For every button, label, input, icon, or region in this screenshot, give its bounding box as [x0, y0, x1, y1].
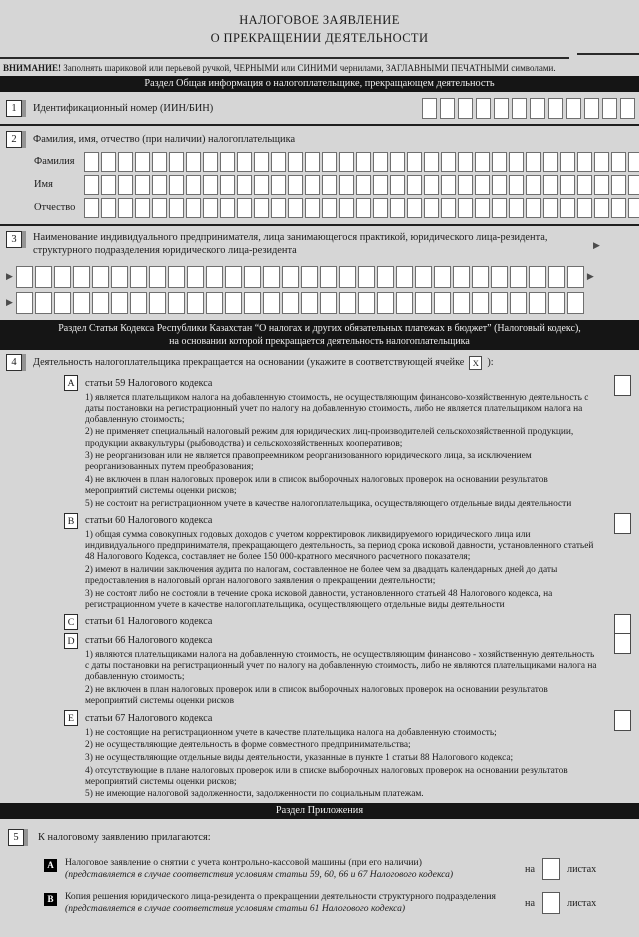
entry-cell[interactable] — [577, 152, 592, 172]
entry-cell[interactable] — [220, 175, 235, 195]
entry-cell[interactable] — [611, 152, 626, 172]
attachment-b-row — [0, 886, 639, 920]
entry-cell[interactable] — [135, 175, 150, 195]
entry-cell[interactable] — [567, 266, 584, 288]
attachment-b-sheets — [525, 892, 596, 914]
option-point: 1) является плательщиком налога на добавленную стоимость, не осуществляющим финансово-хозяйственную деятельность с даты постановки на регистрационный учет по налогу на добавленную стоимость, либо не является плательщиком налога на добавленную стоимость; — [85, 392, 589, 425]
entry-cell[interactable] — [620, 98, 635, 119]
entry-cell[interactable] — [543, 152, 558, 172]
option-letter-badge: E — [64, 710, 78, 726]
entry-cell[interactable] — [237, 152, 252, 172]
option-b-article60 — [64, 513, 599, 611]
option-b-head — [64, 513, 599, 529]
entry-cell[interactable] — [373, 198, 388, 218]
attachment-b-note: (представляется в случае соответствия условиям статьи 61 Налогового кодекса) — [65, 903, 406, 915]
entry-cell[interactable] — [510, 266, 527, 288]
on-label: на — [525, 863, 535, 875]
entry-cell[interactable] — [305, 152, 320, 172]
option-e-title: статьи 67 Налогового кодекса — [85, 712, 213, 724]
entry-cell[interactable] — [54, 266, 71, 288]
entry-cell[interactable] — [424, 175, 439, 195]
option-c-article61 — [64, 614, 599, 630]
entry-cell[interactable] — [92, 292, 109, 314]
entry-cell[interactable] — [458, 175, 473, 195]
item4-intro-suffix: ): — [487, 357, 494, 369]
attachment-letter-badge: B — [44, 893, 57, 906]
entry-cell[interactable] — [322, 175, 337, 195]
entry-cell[interactable] — [584, 98, 599, 119]
entry-cell[interactable] — [320, 292, 337, 314]
entry-cell[interactable] — [186, 198, 201, 218]
entry-cell[interactable] — [271, 152, 286, 172]
entry-cell[interactable] — [373, 152, 388, 172]
item5-label: К налоговому заявлению прилагаются: — [38, 831, 211, 843]
entry-cell[interactable] — [377, 266, 394, 288]
entry-cell[interactable] — [530, 98, 545, 119]
entry-cell[interactable] — [169, 175, 184, 195]
option-d-head — [64, 633, 599, 649]
sheets-count-cell[interactable] — [542, 892, 560, 914]
entry-cell[interactable] — [203, 152, 218, 172]
entry-cell[interactable] — [560, 198, 575, 218]
attachment-b-text-block — [65, 891, 517, 916]
option-point: 3) не реорганизован или не является правопреемником реорганизованного юридического лица, за исключением реорганизованных путем преобразования; — [85, 451, 532, 473]
entry-cell[interactable] — [566, 98, 581, 119]
entry-cell[interactable] — [453, 292, 470, 314]
entry-cell[interactable] — [73, 266, 90, 288]
entry-cell[interactable] — [407, 152, 422, 172]
firstname-cells — [84, 175, 639, 195]
entity-name-row1 — [6, 266, 635, 288]
attachment-a-note: (представляется в случае соответствия условиям статьи 59, 60, 66 и 67 Налогового кодекса) — [65, 869, 454, 881]
entry-cell[interactable] — [548, 292, 565, 314]
entry-cell[interactable] — [271, 198, 286, 218]
option-e-checkbox[interactable] — [614, 710, 631, 731]
option-point: 2) не осуществляющие деятельность в форме совместного предпринимательства; — [85, 740, 411, 751]
entry-cell[interactable] — [491, 292, 508, 314]
attachment-a-sheets — [525, 858, 596, 880]
option-d-points — [85, 650, 599, 707]
iin-label: Идентификационный номер (ИИН/БИН) — [33, 102, 214, 114]
entry-cell[interactable] — [358, 292, 375, 314]
entry-cell[interactable] — [16, 266, 33, 288]
entry-cell[interactable] — [118, 175, 133, 195]
entry-cell[interactable] — [187, 292, 204, 314]
option-a-article59 — [64, 375, 599, 509]
entry-cell[interactable] — [237, 198, 252, 218]
entry-cell[interactable] — [288, 152, 303, 172]
option-point: 4) отсутствующие в плане налоговых проверок или в списке выборочных налоговых проверок на основании результатов мероприятий системы оценки рисков; — [85, 765, 568, 787]
entry-cell[interactable] — [567, 292, 584, 314]
entry-cell[interactable] — [577, 198, 592, 218]
entry-cell[interactable] — [169, 152, 184, 172]
entry-cell[interactable] — [135, 152, 150, 172]
form-code-line — [577, 53, 639, 55]
right-arrow-icon: ▶ — [6, 297, 13, 308]
surname-label: Фамилия — [34, 156, 75, 168]
entry-cell[interactable] — [16, 292, 33, 314]
entry-cell[interactable] — [320, 266, 337, 288]
entity-name-cells-row1 — [16, 266, 584, 288]
entry-cell[interactable] — [254, 198, 269, 218]
entry-cell[interactable] — [560, 175, 575, 195]
entry-cell[interactable] — [548, 98, 563, 119]
entry-cell[interactable] — [282, 292, 299, 314]
option-point: 2) не включен в план налоговых проверок или в список выборочных налоговых проверок на основании результатов мероприятий системы оценки рисков — [85, 685, 548, 707]
entry-cell[interactable] — [512, 98, 527, 119]
firstname-row — [34, 175, 635, 195]
option-letter-badge: B — [64, 513, 78, 529]
entry-cell[interactable] — [434, 266, 451, 288]
entry-cell[interactable] — [492, 152, 507, 172]
entry-cell[interactable] — [494, 98, 509, 119]
entry-cell[interactable] — [548, 266, 565, 288]
entry-cell[interactable] — [339, 266, 356, 288]
warning-text: Заполнять шариковой или перьевой ручкой, ЧЕРНЫМИ или СИНИМИ чернилами, ЗАГЛАВНЫМИ ПЕЧАТНЫМИ символами. — [63, 63, 556, 74]
entry-cell[interactable] — [339, 198, 354, 218]
entry-cell[interactable] — [611, 175, 626, 195]
entry-cell[interactable] — [263, 292, 280, 314]
entry-cell[interactable] — [441, 152, 456, 172]
option-d-article66 — [64, 633, 599, 707]
entry-cell[interactable] — [356, 175, 371, 195]
patronymic-row — [34, 198, 635, 218]
entry-cell[interactable] — [510, 292, 527, 314]
entry-cell[interactable] — [288, 198, 303, 218]
entity-name-label: Наименование индивидуального предпринимателя, лица занимающегося практикой, юридического лица-резидента, структурного подразделения юридического лица-резидента — [33, 231, 548, 256]
entry-cell[interactable] — [491, 266, 508, 288]
warning-label: ВНИМАНИЕ! — [3, 63, 61, 74]
patronymic-cells — [84, 198, 639, 218]
option-point: 3) не состоят либо не состояли в течение срока исковой давности, установленного статьей 48 Налогового кодекса, на регистрационном учете в качестве налогоплательщика, осуществляющего отдельные виды деятельности — [85, 588, 553, 610]
fill-warning — [0, 61, 639, 76]
entry-cell[interactable] — [602, 98, 617, 119]
entry-cell[interactable] — [526, 175, 541, 195]
item-number-badge: 2 — [6, 131, 22, 148]
entry-cell[interactable] — [84, 175, 99, 195]
entry-cell[interactable] — [301, 266, 318, 288]
entry-cell[interactable] — [305, 175, 320, 195]
entry-cell[interactable] — [111, 292, 128, 314]
sheets-count-cell[interactable] — [542, 858, 560, 880]
item-number-badge: 3 — [6, 231, 22, 248]
entry-cell[interactable] — [628, 198, 639, 218]
entry-cell[interactable] — [220, 198, 235, 218]
option-point: 1) являются плательщиками налога на добавленную стоимость, не осуществляющим финансово - хозяйственную деятельность с даты постановки на регистрационный учет по налогу на добавленную стоимость, либо не являются плательщиками налога на добавленную стоимость; — [85, 650, 597, 683]
entry-cell[interactable] — [118, 198, 133, 218]
entry-cell[interactable] — [560, 152, 575, 172]
option-b-checkbox[interactable] — [614, 513, 631, 534]
entry-cell[interactable] — [526, 198, 541, 218]
sheets-label: листах — [566, 863, 597, 875]
entity-name-cells-row2 — [16, 292, 584, 314]
surname-row — [34, 152, 635, 172]
entry-cell[interactable] — [203, 198, 218, 218]
entry-cell[interactable] — [441, 198, 456, 218]
surname-cells — [84, 152, 639, 172]
entry-cell[interactable] — [73, 292, 90, 314]
entry-cell[interactable] — [130, 292, 147, 314]
entry-cell[interactable] — [594, 175, 609, 195]
entry-cell[interactable] — [254, 175, 269, 195]
entry-cell[interactable] — [322, 152, 337, 172]
option-e-head — [64, 710, 599, 726]
entry-cell[interactable] — [301, 292, 318, 314]
entry-cell[interactable] — [415, 266, 432, 288]
entry-cell[interactable] — [358, 266, 375, 288]
entry-cell[interactable] — [396, 292, 413, 314]
entry-cell[interactable] — [611, 198, 626, 218]
option-point: 1) общая сумма совокупных годовых доходов с учетом корректировок ликвидируемого юридического лица или индивидуального предпринимателя, прекращающего деятельность, за период срока исковой давности, установленного статьей 48 Налогового Кодекса, составляет не более 150 000-кратного месячного расчетного показателя; — [85, 530, 594, 563]
item1-iin-row — [0, 92, 639, 124]
entity-name-row2 — [6, 292, 635, 314]
entry-cell[interactable] — [187, 266, 204, 288]
entry-cell[interactable] — [509, 152, 524, 172]
entry-cell[interactable] — [396, 266, 413, 288]
entry-cell[interactable] — [206, 266, 223, 288]
entry-cell[interactable] — [628, 175, 639, 195]
entry-cell[interactable] — [130, 266, 147, 288]
section-bar-attachments: Раздел Приложения — [0, 803, 639, 819]
option-point: 5) не имеющие налоговой задолженности, задолженности по социальным платежам. — [85, 789, 424, 800]
entry-cell[interactable] — [373, 175, 388, 195]
on-label: на — [525, 897, 535, 909]
option-point: 2) имеют в наличии заключения аудита по налогам, составленное не более чем за двадцать календарных дней до даты предоставления в налоговый орган налогового заявления о прекращении деятельности; — [85, 564, 558, 587]
entry-cell[interactable] — [92, 266, 109, 288]
entry-cell[interactable] — [472, 292, 489, 314]
entry-cell[interactable] — [577, 175, 592, 195]
item4-intro-text: Деятельность налогоплательщика прекращается на основании (укажите в соответствующей ячейке — [33, 357, 465, 369]
attachment-b-text: Копия решения юридического лица-резидента о прекращении деятельности структурного подразделения — [65, 890, 496, 902]
option-letter-badge: A — [64, 375, 78, 391]
section-bar-article-line2: на основании которой прекращается деятельность налогоплательщика — [169, 336, 470, 348]
option-d-checkbox[interactable] — [614, 633, 631, 654]
entry-cell[interactable] — [254, 152, 269, 172]
entry-cell[interactable] — [526, 152, 541, 172]
right-arrow-icon: ▶ — [6, 271, 13, 282]
entry-cell[interactable] — [453, 266, 470, 288]
option-letter-badge: C — [64, 614, 78, 630]
entry-cell[interactable] — [54, 292, 71, 314]
section-bar-article — [0, 320, 639, 350]
entry-cell[interactable] — [424, 198, 439, 218]
entry-cell[interactable] — [476, 98, 491, 119]
entry-cell[interactable] — [35, 266, 52, 288]
option-point: 5) не состоит на регистрационном учете в качестве налогоплательщика, осуществляющего отдельные виды деятельности — [85, 498, 572, 509]
attachment-a-text: Налоговое заявление о снятии с учета контрольно-кассовой машины (при его наличии) — [65, 856, 422, 868]
entry-cell[interactable] — [628, 152, 639, 172]
entry-cell[interactable] — [390, 152, 405, 172]
attachment-a-row — [0, 852, 639, 886]
entry-cell[interactable] — [135, 198, 150, 218]
entry-cell[interactable] — [152, 198, 167, 218]
entry-cell[interactable] — [101, 152, 116, 172]
entry-cell[interactable] — [475, 198, 490, 218]
option-b-title: статьи 60 Налогового кодекса — [85, 515, 213, 527]
entry-cell[interactable] — [225, 266, 242, 288]
entry-cell[interactable] — [186, 175, 201, 195]
entry-cell[interactable] — [424, 152, 439, 172]
entry-cell[interactable] — [84, 152, 99, 172]
entry-cell[interactable] — [492, 175, 507, 195]
form-title-line2: О ПРЕКРАЩЕНИИ ДЕЯТЕЛЬНОСТИ — [210, 31, 429, 46]
entry-cell[interactable] — [244, 266, 261, 288]
entry-cell[interactable] — [244, 292, 261, 314]
entry-cell[interactable] — [149, 266, 166, 288]
form-title — [0, 0, 639, 47]
entry-cell[interactable] — [203, 175, 218, 195]
entry-cell[interactable] — [84, 198, 99, 218]
entry-cell[interactable] — [263, 266, 280, 288]
right-arrow-icon: ▶ — [593, 239, 600, 250]
option-e-points — [85, 728, 599, 801]
entry-cell[interactable] — [101, 175, 116, 195]
option-e-article67 — [64, 710, 599, 800]
entry-cell[interactable] — [169, 198, 184, 218]
option-point: 2) не применяет специальный налоговый режим для юридических лиц-производителей сельскохозяйственной продукции, продукции аквакультуры (рыбоводства) и сельскохозяйственных кооперативов; — [85, 427, 574, 449]
entry-cell[interactable] — [282, 266, 299, 288]
item-number-badge: 1 — [6, 100, 22, 117]
section-bar-article-line1: Раздел Статья Кодекса Республики Казахстан “О налогах и других обязательных платежах в бюджет” (Налоговый кодекс), — [58, 322, 581, 334]
entry-cell[interactable] — [407, 175, 422, 195]
attachment-letter-badge: A — [44, 859, 57, 872]
option-a-checkbox[interactable] — [614, 375, 631, 396]
entry-cell[interactable] — [529, 292, 546, 314]
entry-cell[interactable] — [237, 175, 252, 195]
item3-entity-name-block — [0, 226, 639, 320]
item-number-badge: 4 — [6, 354, 22, 371]
entry-cell[interactable] — [322, 198, 337, 218]
entry-cell[interactable] — [377, 292, 394, 314]
entry-cell[interactable] — [543, 198, 558, 218]
entry-cell[interactable] — [440, 98, 455, 119]
entry-cell[interactable] — [475, 152, 490, 172]
item2-fio-block — [0, 126, 639, 224]
header-rule — [0, 52, 639, 61]
entry-cell[interactable] — [168, 292, 185, 314]
sheets-label: листах — [566, 897, 597, 909]
entry-cell[interactable] — [111, 266, 128, 288]
entry-cell[interactable] — [543, 175, 558, 195]
entry-cell[interactable] — [509, 175, 524, 195]
entry-cell[interactable] — [422, 98, 437, 119]
entry-cell[interactable] — [35, 292, 52, 314]
entry-cell[interactable] — [458, 98, 473, 119]
entry-cell[interactable] — [220, 152, 235, 172]
patronymic-label: Отчество — [34, 202, 76, 214]
entry-cell[interactable] — [339, 152, 354, 172]
entry-cell[interactable] — [356, 198, 371, 218]
entry-cell[interactable] — [339, 292, 356, 314]
entry-cell[interactable] — [441, 175, 456, 195]
entry-cell[interactable] — [152, 152, 167, 172]
option-letter-badge: D — [64, 633, 78, 649]
fio-label: Фамилия, имя, отчество (при наличии) налогоплательщика — [33, 133, 296, 145]
form-title-line1: НАЛОГОВОЕ ЗАЯВЛЕНИЕ — [239, 13, 400, 27]
entry-cell[interactable] — [288, 175, 303, 195]
item-number-badge: 5 — [8, 829, 24, 846]
entry-cell[interactable] — [529, 266, 546, 288]
item4-intro-row — [0, 350, 639, 373]
entry-cell[interactable] — [492, 198, 507, 218]
entry-cell[interactable] — [458, 198, 473, 218]
entry-cell[interactable] — [415, 292, 432, 314]
item5-header — [0, 819, 639, 852]
entry-cell[interactable] — [101, 198, 116, 218]
entry-cell[interactable] — [407, 198, 422, 218]
entry-cell[interactable] — [475, 175, 490, 195]
entry-cell[interactable] — [434, 292, 451, 314]
entry-cell[interactable] — [271, 175, 286, 195]
entry-cell[interactable] — [458, 152, 473, 172]
entry-cell[interactable] — [152, 175, 167, 195]
item3-header — [6, 231, 635, 257]
entry-cell[interactable] — [168, 266, 185, 288]
option-a-title: статьи 59 Налогового кодекса — [85, 377, 213, 389]
right-arrow-icon: ▶ — [586, 271, 594, 282]
entry-cell[interactable] — [225, 292, 242, 314]
entry-cell[interactable] — [390, 175, 405, 195]
horizontal-rule — [0, 57, 569, 59]
entry-cell[interactable] — [339, 175, 354, 195]
option-d-title: статьи 66 Налогового кодекса — [85, 635, 213, 647]
option-b-points — [85, 530, 599, 611]
option-a-points — [85, 393, 599, 510]
entry-cell[interactable] — [206, 292, 223, 314]
option-point: 4) не включен в план налоговых проверок или в список выборочных налоговых проверок на основании результатов мероприятий системы оценки рисков; — [85, 474, 548, 496]
section-bar-general-info: Раздел Общая информация о налогоплательщике, прекращающем деятельность — [0, 76, 639, 92]
option-c-head — [64, 614, 599, 630]
entry-cell[interactable] — [594, 198, 609, 218]
iin-cells — [422, 98, 635, 119]
attachment-a-text-block — [65, 857, 517, 882]
entry-cell[interactable] — [509, 198, 524, 218]
option-point: 3) не осуществляющие отдельные виды деятельности, указанные в пункте 1 статьи 88 Налогового кодекса; — [85, 752, 514, 763]
option-point: 1) не состоящие на регистрационном учете в качестве плательщика налога на добавленную стоимость; — [85, 727, 497, 738]
entry-cell[interactable] — [594, 152, 609, 172]
entry-cell[interactable] — [472, 266, 489, 288]
option-c-checkbox[interactable] — [614, 614, 631, 635]
option-c-title: статьи 61 Налогового кодекса — [85, 616, 213, 628]
sample-x-cell: X — [469, 356, 482, 370]
entry-cell[interactable] — [305, 198, 320, 218]
entry-cell[interactable] — [149, 292, 166, 314]
entry-cell[interactable] — [118, 152, 133, 172]
option-a-head — [64, 375, 599, 391]
entry-cell[interactable] — [390, 198, 405, 218]
entry-cell[interactable] — [186, 152, 201, 172]
item2-header — [6, 131, 635, 148]
entry-cell[interactable] — [356, 152, 371, 172]
firstname-label: Имя — [34, 179, 53, 191]
